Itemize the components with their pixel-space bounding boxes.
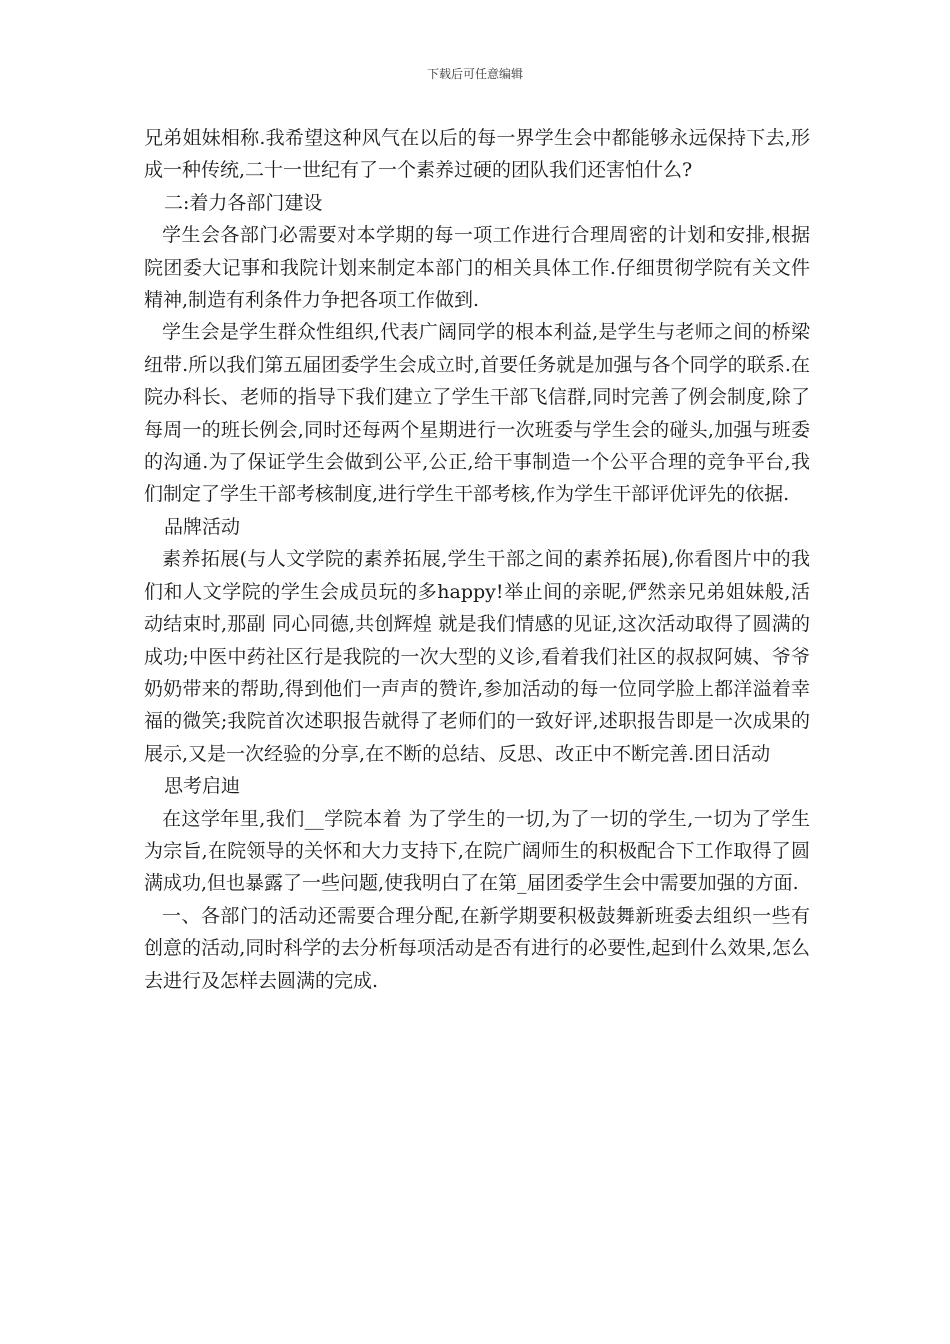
page-header: 下载后可任意编辑 xyxy=(426,67,523,81)
paragraph-9: 一、各部门的活动还需要合理分配,在新学期要积极鼓舞新班委去组织一些有创意的活动,同时科学的去分析每项活动是否有进行的必要性,起到什么效果,怎么去进行及怎样去圆满的完成. xyxy=(144,904,810,992)
paragraph-8: 在这学年里,我们__学院本着 为了学生的一切,为了一切的学生,一切为了学生 为宗旨,在院领导的关怀和大力支持下,在院广阔师生的积极配合下工作取得了圆满成功,但也暴露了一些问题,使我明白了在第_届团委学生会中需要加强的方面. xyxy=(144,807,810,895)
paragraph-1: 兄弟姐妹相称.我希望这种风气在以后的每一界学生会中都能够永远保持下去,形成一种传统,二十一世纪有了一个素养过硬的团队我们还害怕什么? xyxy=(144,127,810,182)
section-heading-brand-activities: 品牌活动 xyxy=(163,515,240,538)
document-body xyxy=(144,122,810,997)
section-heading-reflection: 思考启迪 xyxy=(163,775,240,798)
paragraph-6: 素养拓展(与人文学院的素养拓展,学生干部之间的素养拓展),你看图片中的我们和人文学院的学生会成员玩的多happy!举止间的亲昵,俨然亲兄弟姐妹般,活动结束时,那副 同心同德,共创辉煌 就是我们情感的见证,这次活动取得了圆满的成功;中医中药社区行是我院的一次大型的义诊,看着我们社区的叔叔阿姨、爷爷奶奶带来的帮助,得到他们一声声的赞许,参加活动的每一位同学脸上都洋溢着幸福的微笑;我院首次述职报告就得了老师们的一致好评,述职报告即是一次成果的展示,又是一次经验的分享,在不断的总结、反思、改正中不断完善.团日活动 xyxy=(144,548,810,765)
section-heading-department-building: 二:着力各部门建设 xyxy=(163,191,323,214)
paragraph-4: 学生会是学生群众性组织,代表广阔同学的根本利益,是学生与老师之间的桥梁纽带.所以我们第五届团委学生会成立时,首要任务就是加强与各个同学的联系.在院办科长、老师的指导下我们建立了学生干部飞信群,同时完善了例会制度,除了每周一的班长例会,同时还每两个星期进行一次班委与学生会的碰头,加强与班委的沟通.为了保证学生会做到公平,公正,给干事制造一个公平合理的竞争平台,我们制定了学生干部考核制度,进行学生干部考核,作为学生干部评优评先的依据. xyxy=(144,321,810,506)
paragraph-3: 学生会各部门必需要对本学期的每一项工作进行合理周密的计划和安排,根据院团委大记事和我院计划来制定本部门的相关具体工作.仔细贯彻学院有关文件精神,制造有利条件力争把各项工作做到. xyxy=(144,224,810,312)
